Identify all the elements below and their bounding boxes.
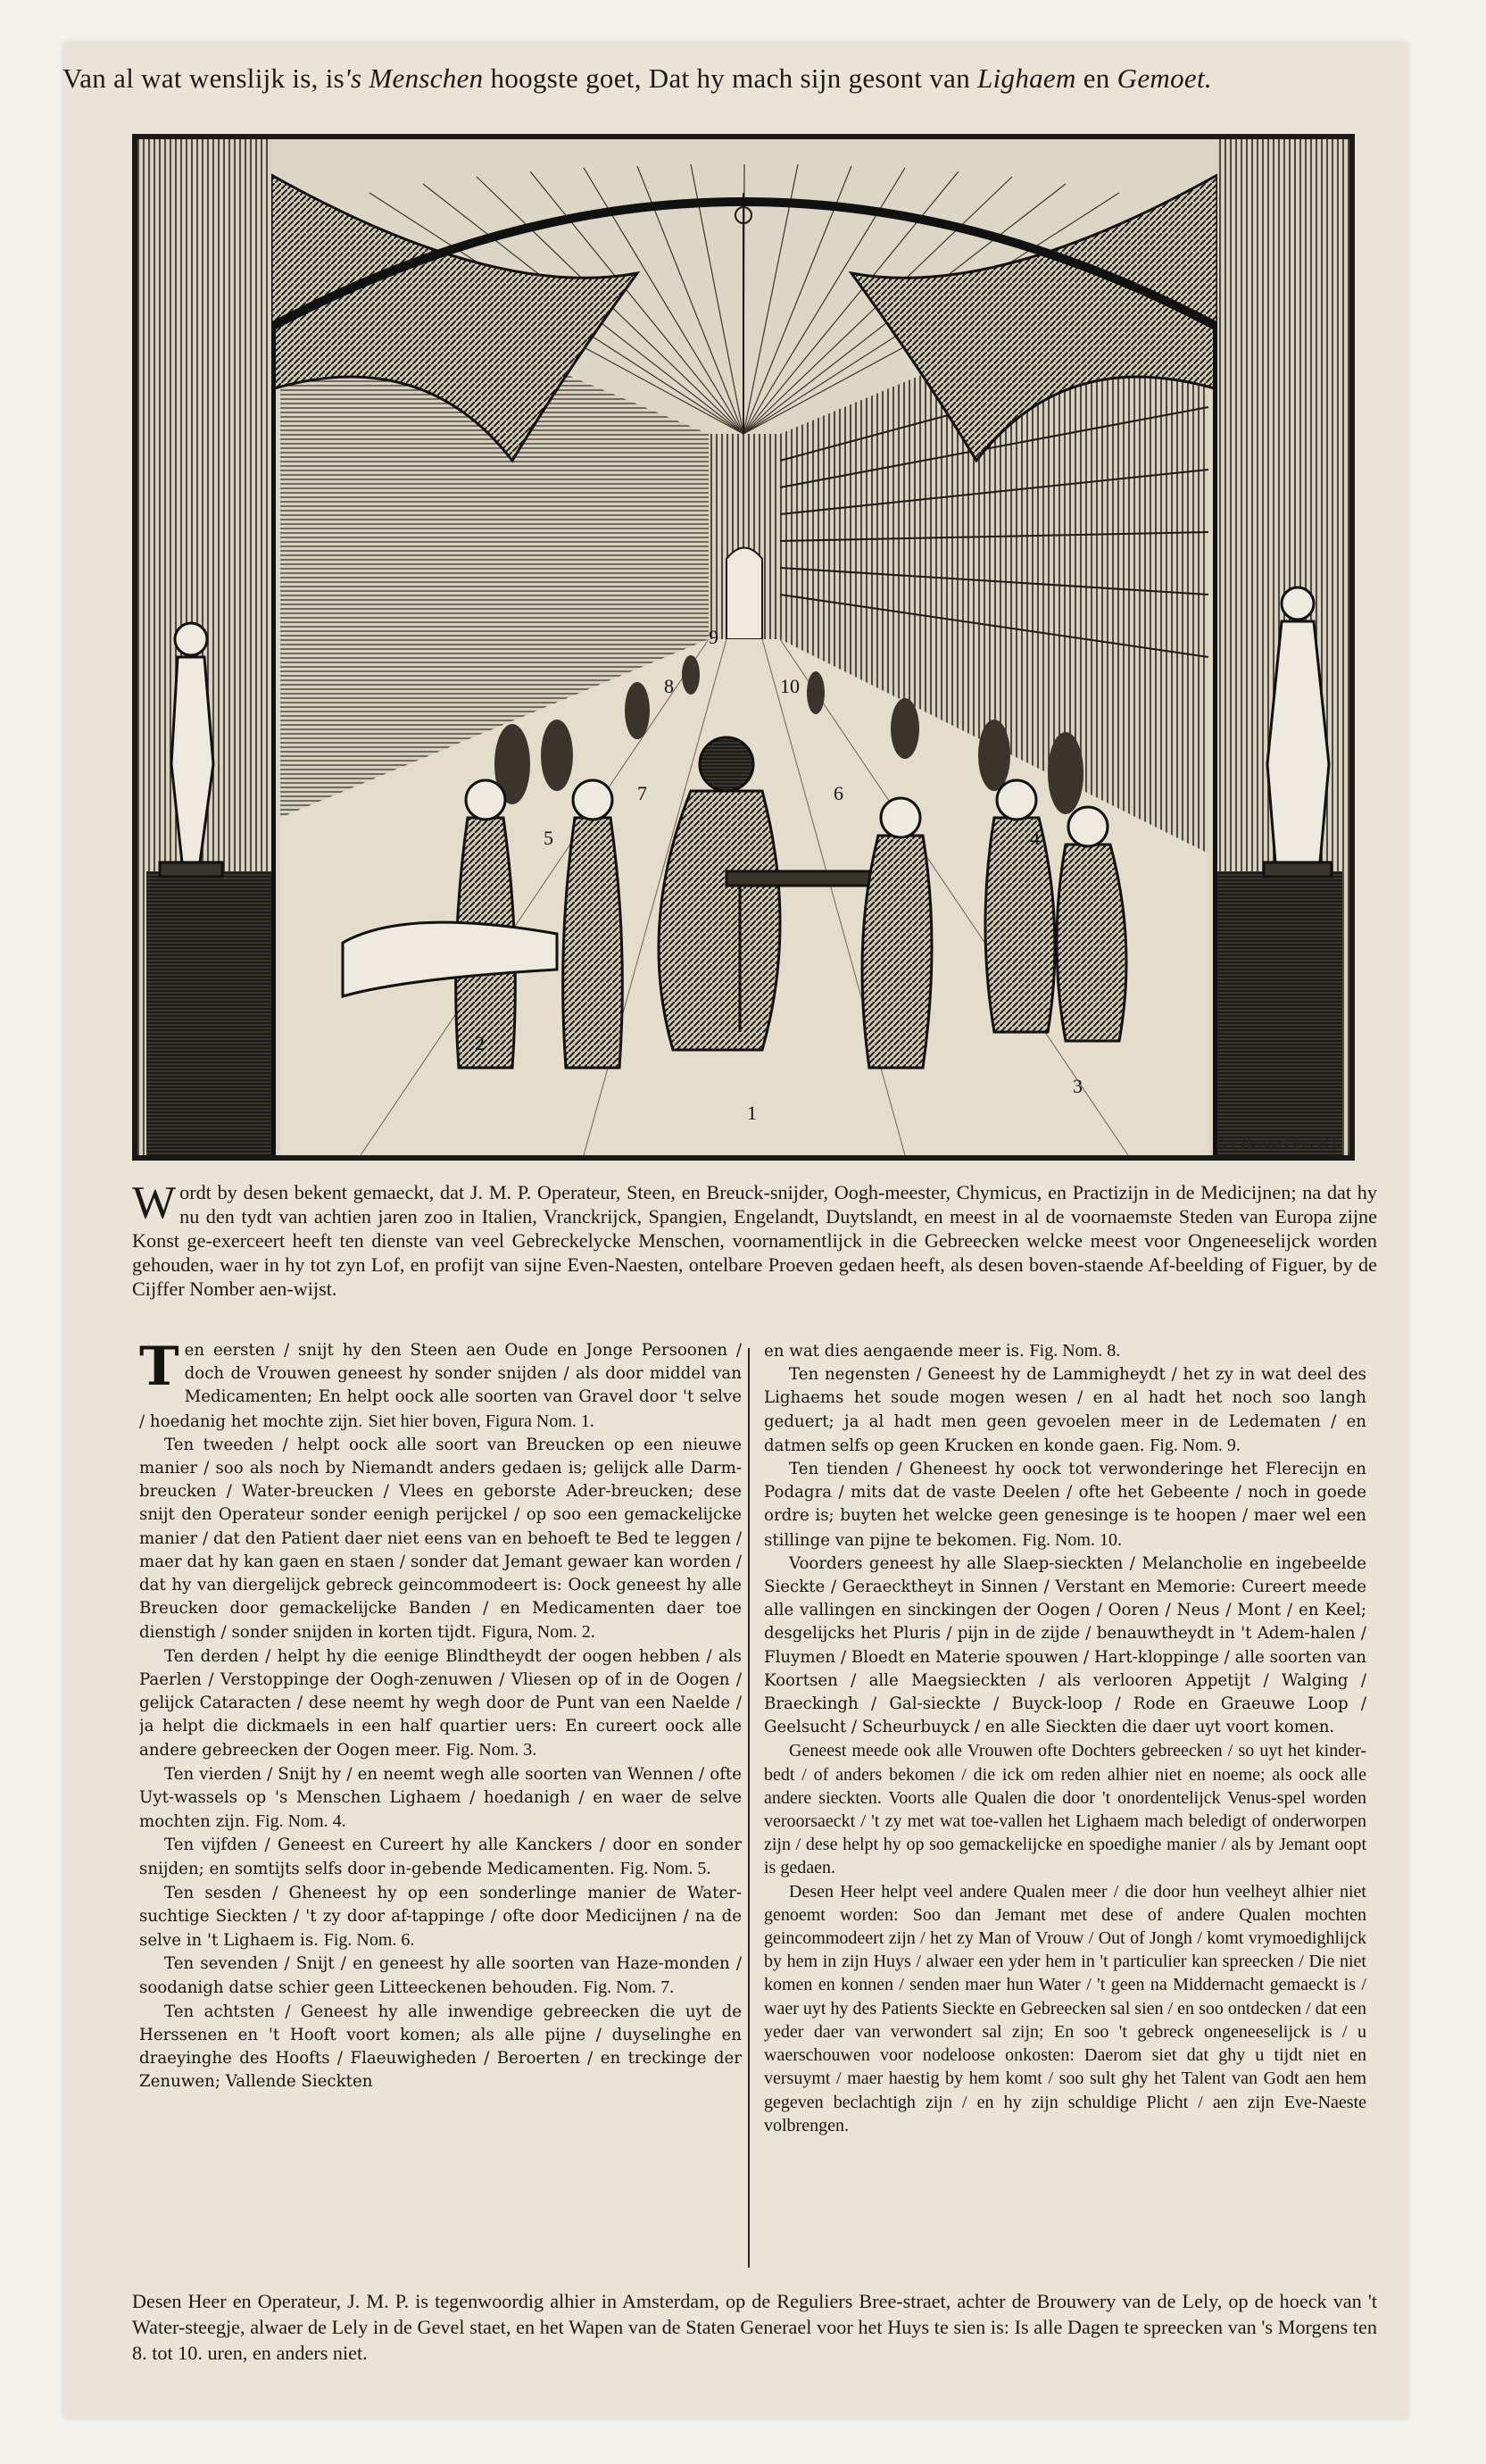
figure-ref-7: Fig. Nom. 7. — [583, 1977, 675, 1998]
paragraph-7-text: Ten sevenden / Snijt / en geneest hy alle soorten van Haze-monden / soodanigh datse schier geen Litteeckenen behouden. — [139, 1954, 742, 1998]
paragraph-8-continued — [764, 1339, 1366, 1363]
text-columns — [132, 1339, 1377, 2277]
headline-part-1: Van al wat wenslijk is, is — [62, 62, 345, 94]
footer-address: Desen Heer en Operateur, J. M. P. is tegenwoordig alhier in Amsterdam, op de Reguliers Bree-straet, achter de Brouwery van de Lely, op de hoeck van 't Water-steegje, alwaer de Lely in de Gevel staet, en het Wapen van de Staten Generael voor het Huys te sien is: Is alle Dagen te spreecken van 's Morgens ten 8. tot 10. uren, en anders niet. — [132, 2290, 1377, 2364]
paragraph-8-text: Ten achtsten / Geneest hy alle inwendige gebreecken die uyt de Herssenen en 't Hooft voort komen; als alle pijne / duyselinghe en draeyinghe des Hoofts / Flaeuwigheden / Beroerten / en treckinge der Zenuwen; Vallende Sieckten — [139, 2002, 742, 2092]
paragraph-4 — [139, 1763, 742, 1835]
paragraph-5 — [139, 1834, 742, 1881]
figure-ref-5: Fig. Nom. 5. — [619, 1859, 711, 1879]
paragraph-3-text: Ten derden / helpt hy die eenige Blindtheydt der oogen hebben / als Paerlen / Verstoppinge der Oogh-zenuwen / Vliesen op of in de Oogen / gelijck Cataracten / dese neemt hy wegh door de Punt van een Naelde / ja helpt die dickmaels in een half quartier uers: En cureert oock alle andere gebreecken der Oogen meer. — [139, 1646, 742, 1761]
paragraph-13-text: Desen Heer helpt veel andere Qualen meer / die door hun veelheyt alhier niet genoemt worden: Soo dan Jemant met dese of andere Qualen mochten geincommodeert zijn / het zy Man of Vrouw / Out of Jongh / komt vrymoedighlijck by hem in zijn Huys / alwaer een yder hem in 't particulier kan spreecken / Die niet komen en konnen / senden maer hun Water / 't geen na Middernacht gemaeckt is / waer uyt hy des Patients Sieckte en Gebreecken sal sien / en soo ontdecken / dat een yeder daer van verwondert sal zijn; En soo 't gebreck ongeneeselijck is / u waerschouwen voor nodeloose onkosten: Daerom siet dat ghy u tijdt niet en versuymt / maer haestig by hem komt / soo sult ghy het Talent van Godt aen hem gegeven beclachtigh zijn / en hy zijn schuldige Plicht / aen zijn Eve-Naeste volbrengen. — [764, 1881, 1366, 2135]
paragraph-9 — [764, 1363, 1366, 1458]
paragraph-2 — [139, 1434, 742, 1645]
figure-ref-6: Fig. Nom. 6. — [323, 1930, 415, 1951]
column-divider — [748, 1348, 750, 2268]
paragraph-4-text: Ten vierden / Snijt hy / en neemt wegh alle soorten van Wennen / ofte Uyt-wassels op 's Menschen Lighaem / hoedanigh / en waer de selve mochten zijn. — [139, 1764, 742, 1832]
figure-ref-3: Fig. Nom. 3. — [445, 1740, 537, 1761]
figure-ref-4: Fig. Nom. 4. — [255, 1811, 346, 1832]
figure-ref-9: Fig. Nom. 9. — [1150, 1435, 1241, 1455]
paragraph-6 — [139, 1882, 742, 1953]
paragraph-1-text: en eersten / snijt hy den Steen aen Oude en Jonge Persoonen / doch de Vrouwen geneest hy sonder snijden / als door middel van Medicamenten; En helpt oock alle soorten van Gravel door 't selve / hoedanig het mochte zijn. — [139, 1341, 742, 1431]
paragraph-8 — [139, 2001, 742, 2094]
paragraph-8-cont-text: en wat dies aengaende meer is. — [764, 1342, 1025, 1361]
paragraph-12-text: Geneest meede ook alle Vrouwen ofte Dochters gebreecken / so uyt het kinder-bedt / of anders bekomen / die ick om reden alhier niet en noeme; als oock alle andere sieckten. Voorts alle Qualen die door 't onordentelijck Venus-spel worden veroorsaeckt / 't zy met wat toe-vallen het Lighaem mach beledigt of onderworpen zijn / dese helpt hy op soo gemackelijcke en spoedighe manier / als by Jemant oopt is gedaen. — [764, 1741, 1366, 1878]
engraving-illustration — [137, 139, 1349, 1155]
engraving-plate — [132, 134, 1355, 1161]
figure-number-5: 5 — [544, 827, 553, 849]
paragraph-6-text: Ten sesden / Gheneest hy op een sonderlinge manier de Water-suchtige Sieckten / 't zy door af-tappinge / ofte door Medicijnen / na de selve in 't Lighaem is. — [139, 1883, 742, 1951]
figure-ref-10: Fig. Nom. 10. — [1022, 1529, 1122, 1550]
left-column — [139, 1339, 742, 2277]
paragraph-10-text: Ten tienden / Gheneest hy oock tot verwonderinge het Flerecijn en Podagra / mits dat de vaste Deelen / ofte het Gebeente / noch in goede ordre is; buyten het welcke geen genesinge is te hoopen / maer wel een stillinge van pijne te bekomen. — [764, 1460, 1366, 1550]
figure-number-2: 2 — [475, 1032, 485, 1054]
engraver-signature: J. v Bevoort inv. et f. — [1216, 1134, 1341, 1151]
figure-number-3: 3 — [1073, 1075, 1083, 1097]
intro-dropcap: W — [132, 1178, 177, 1228]
paragraph-5-text: Ten vijfden / Geneest en Cureert hy alle Kanckers / door en sonder snijden; en somtijts selfs door in-gebende Medicamenten. — [139, 1836, 742, 1879]
figure-ref-1: Siet hier boven, Figura Nom. 1. — [368, 1411, 594, 1431]
figure-number-8: 8 — [664, 675, 674, 697]
paragraph-11-text: Voorders geneest hy alle Slaep-sieckten / Melancholie en ingebeelde Sieckte / Geraecktheyt in Sinnen / Verstant en Memorie: Cureert meede alle vallingen en sinckingen der Oogen / Ooren / Neus / Mont / en Keel; desgelijcks het Pluris / pijn in de zijde / benauwtheydt in 't Adem-halen / Fluymen / Bloedt en Materie spouwen / Hart-kloppinge / alle soorten van Koortsen / alle Maegsieckten / als verlooren Appetijt / Walging / Braeckingh / Gal-sieckte / Buyck-loop / Rode en Graeuwe Loop / Geelsucht / Scheurbuyck / en alle Sieckten die daer uyt voort komen. — [764, 1553, 1366, 1737]
paragraph-10 — [764, 1458, 1366, 1552]
headline-part-6: Gemoet. — [1117, 62, 1212, 94]
figure-ref-2: Figura, Nom. 2. — [481, 1622, 595, 1643]
paragraph-12 — [764, 1739, 1366, 1879]
figure-number-7: 7 — [637, 782, 647, 804]
figure-number-6: 6 — [834, 782, 843, 804]
figure-number-4: 4 — [1030, 827, 1040, 849]
paragraph-11 — [764, 1552, 1366, 1740]
intro-paragraph — [132, 1180, 1377, 1301]
headline-part-4: Lighaem — [977, 62, 1076, 94]
paragraph-13 — [764, 1880, 1366, 2137]
right-column — [764, 1339, 1366, 2277]
paragraph-3 — [139, 1645, 742, 1763]
headline-part-5: en — [1083, 62, 1110, 94]
figure-number-9: 9 — [709, 626, 718, 648]
paragraph-2-text: Ten tweeden / helpt oock alle soort van Breucken op een nieuwe manier / soo als noch by Niemandt anders gedaen is; gelijck alle Darm-breucken / Water-breucken / Vlees en geborste Ader-breucken; dese snijt den Operateur sonder eenigh perijckel / op soo een gemackelijcke manier / dat den Patient daer niet eens van en behoeft te Bed te leggen / maer dat hy kan gaen en staen / sonder dat Jemant gewaer kan worden / dat hy van diergelijck gebreck geincommodeert is: Oock geneest hy alle Breucken door gemackelijcke Banden / en Medicamenten daer toe dienstigh / sonder snijden in korten tijdt. — [139, 1435, 742, 1643]
figure-number-10: 10 — [780, 675, 800, 697]
paragraph-9-text: Ten negensten / Geneest hy de Lammigheydt / het zy in wat deel des Lighaems het soude mogen wesen / en al hadt het noch soo langh geduert; ja al hadt men geen gevoelen meer in de Ledematen / en datmen selfs op geen Krucken en konde gaen. — [764, 1365, 1366, 1455]
paragraph-1 — [139, 1339, 742, 1434]
paragraph-7 — [139, 1952, 742, 2000]
figure-ref-8: Fig. Nom. 8. — [1029, 1341, 1121, 1361]
headline-part-3: hoogste goet, Dat hy mach sijn gesont van — [490, 62, 971, 94]
headline — [62, 62, 1383, 95]
column-dropcap: T — [139, 1339, 179, 1398]
headline-part-2: 's Menschen — [345, 62, 484, 94]
figure-number-1: 1 — [747, 1102, 757, 1124]
intro-text: ordt by desen bekent gemaeckt, dat J. M. P. Operateur, Steen, en Breuck-snijder, Oogh-meester, Chymicus, en Practizijn in de Medicijnen; na dat hy nu den tydt van achtien jaren zoo in Italien, Vranckrijck, Spangien, Engelandt, Duytslandt, en meest in al de voornaemste Steden van Europa zijne Konst ge-exerceert heeft ten dienste van veel Gebreckelycke Menschen, voornamentlijck in die Gebreecken welcke meest voor Ongeneeselijck worden gehouden, waer in hy tot zyn Lof, en profijt van sijne Even-Naesten, ontelbare Proeven gedaen heeft, als desen boven-staende Af-beelding of Figuer, by de Cijffer Nomber aen-wijst. — [132, 1181, 1377, 1300]
